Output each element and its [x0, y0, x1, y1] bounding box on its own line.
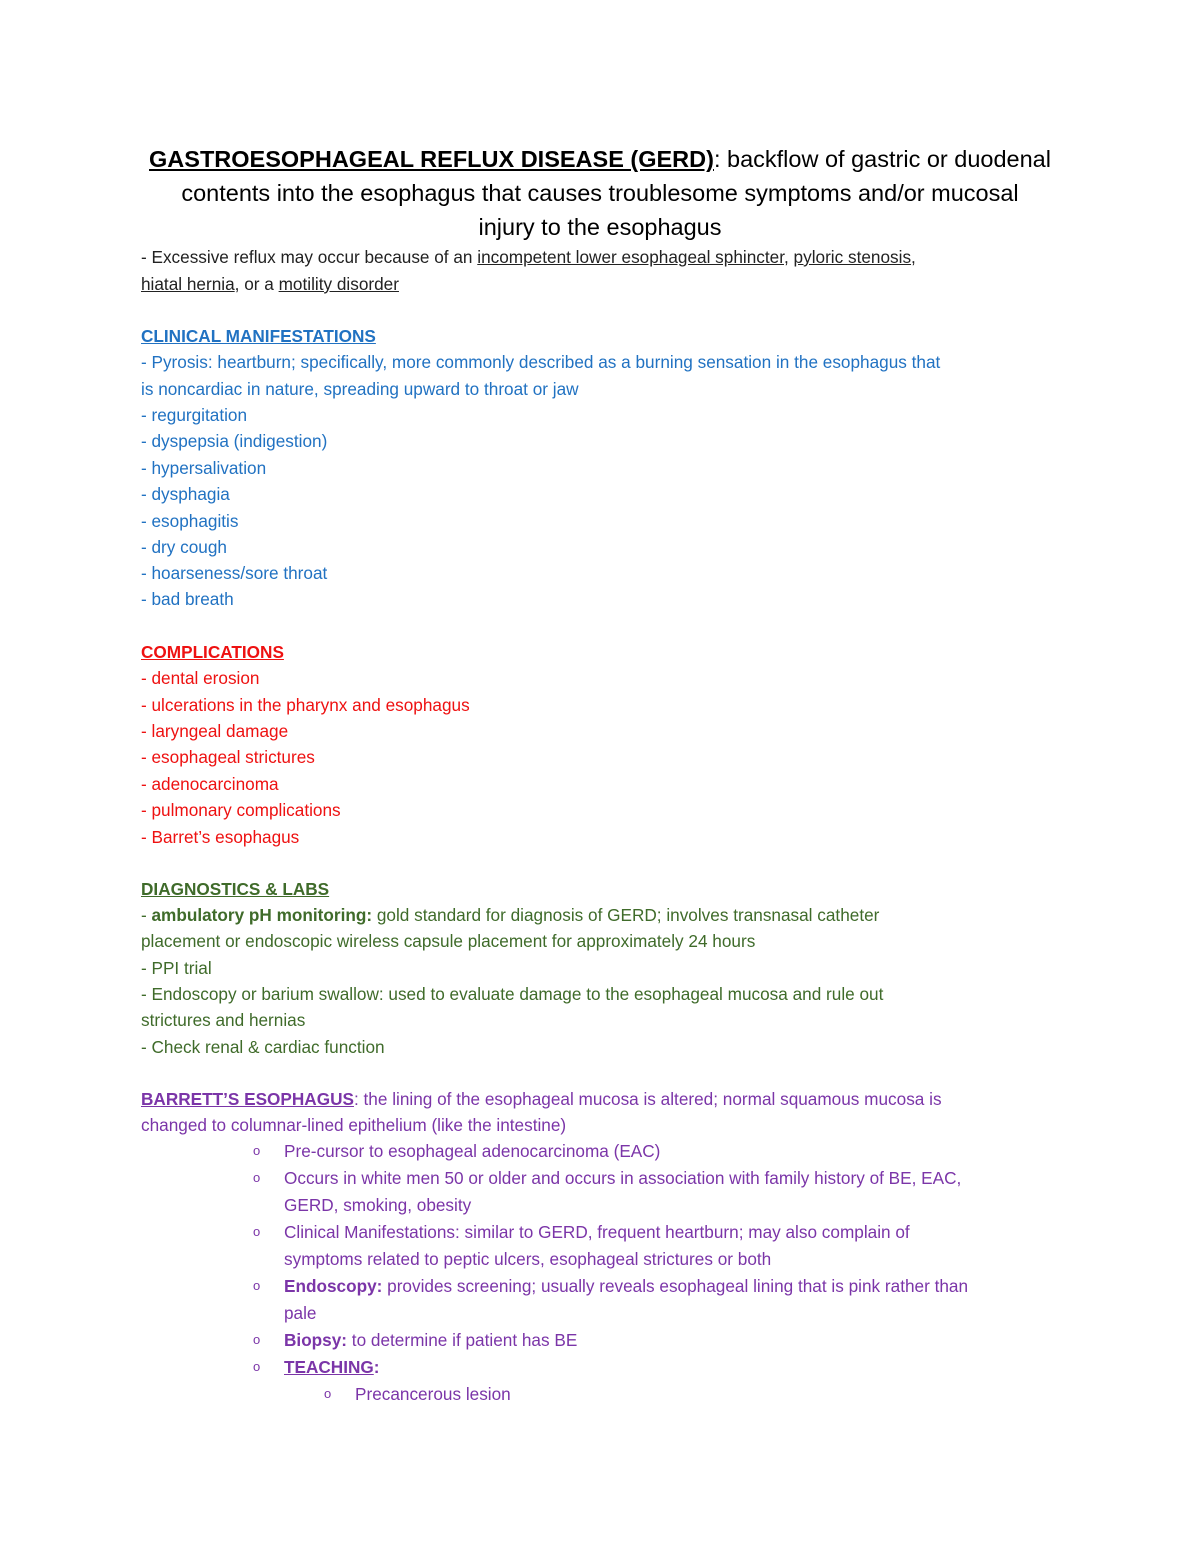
- dash: -: [141, 905, 152, 925]
- diagnostics-heading: DIAGNOSTICS & LABS: [141, 879, 330, 899]
- bullet-o-icon: o: [253, 1278, 261, 1293]
- barretts-colon: :: [353, 1089, 359, 1109]
- intro-pyloric: pyloric stenosis: [793, 247, 912, 267]
- intro-or: , or a: [234, 274, 279, 294]
- biopsy-text: to determine if patient has BE: [347, 1330, 578, 1350]
- barretts-bullet-3-line2: symptoms related to peptic ulcers, esophageal strictures or both: [284, 1249, 772, 1269]
- endoscopy-text: provides screening; usually reveals esophageal lining that is pink rather than: [382, 1276, 969, 1296]
- endoscopy-label: Endoscopy:: [284, 1276, 383, 1296]
- teaching-colon: :: [373, 1357, 380, 1377]
- bullet-o-icon: o: [253, 1332, 261, 1347]
- barretts-bullet-2-line2: GERD, smoking, obesity: [284, 1195, 472, 1215]
- complication-item: - Barret’s esophagus: [141, 827, 300, 847]
- bullet-o-icon: o: [253, 1143, 261, 1158]
- intro-motility: motility disorder: [278, 274, 399, 294]
- title-line1-rest: backflow of gastric or duodenal: [720, 146, 1051, 172]
- clinical-item: - dyspepsia (indigestion): [141, 431, 328, 451]
- bullet-o-icon: o: [253, 1224, 261, 1239]
- diagnostics-ph-line1: [141, 902, 879, 928]
- barretts-bullet-3-line1: Clinical Manifestations: similar to GERD, frequent heartburn; may also complain of: [284, 1222, 910, 1242]
- diagnostics-ph-line2: placement or endoscopic wireless capsule placement for approximately 24 hours: [141, 931, 756, 951]
- diagnostics-ppi: - PPI trial: [141, 958, 212, 978]
- clinical-item: - hoarseness/sore throat: [141, 563, 328, 583]
- title-heading: GASTROESOPHAGEAL REFLUX DISEASE (GERD): [149, 146, 714, 172]
- barretts-bullet-2-line1: Occurs in white men 50 or older and occurs in association with family history of BE, EAC,: [284, 1168, 962, 1188]
- barretts-bullet-5: [284, 1327, 577, 1353]
- clinical-item: - dysphagia: [141, 484, 230, 504]
- barretts-bullet-6: [284, 1354, 380, 1380]
- clinical-item: - dry cough: [141, 537, 227, 557]
- diagnostics-endo-line2: strictures and hernias: [141, 1010, 306, 1030]
- intro-line2: [141, 271, 399, 297]
- clinical-heading: CLINICAL MANIFESTATIONS: [141, 326, 376, 346]
- complication-item: - laryngeal damage: [141, 721, 289, 741]
- intro-comma: ,: [911, 247, 916, 267]
- intro-comma: ,: [783, 247, 794, 267]
- barretts-heading: BARRETT’S ESOPHAGUS: [141, 1089, 354, 1109]
- diagnostics-renal: - Check renal & cardiac function: [141, 1037, 385, 1057]
- intro-prefix: - Excessive reflux may occur because of an: [141, 247, 478, 267]
- clinical-pyrosis-line2: is noncardiac in nature, spreading upward to throat or jaw: [141, 379, 579, 399]
- barretts-text: the lining of the esophageal mucosa is altered; normal squamous mucosa is: [358, 1089, 942, 1109]
- clinical-item: - hypersalivation: [141, 458, 267, 478]
- barretts-line2: changed to columnar-lined epithelium (like the intestine): [141, 1115, 567, 1135]
- title-line2: contents into the esophagus that causes troublesome symptoms and/or mucosal: [181, 180, 1019, 206]
- ph-text: gold standard for diagnosis of GERD; involves transnasal catheter: [372, 905, 880, 925]
- complication-item: - esophageal strictures: [141, 747, 315, 767]
- teaching-label: TEACHING: [284, 1357, 374, 1377]
- bullet-o-icon: o: [324, 1386, 332, 1401]
- ph-label: ambulatory pH monitoring:: [151, 905, 373, 925]
- title-colon: :: [713, 146, 721, 172]
- bullet-o-icon: o: [253, 1359, 261, 1374]
- complication-item: - ulcerations in the pharynx and esophagus: [141, 695, 470, 715]
- intro-line1: [141, 244, 916, 270]
- clinical-item: - regurgitation: [141, 405, 248, 425]
- complication-item: - adenocarcinoma: [141, 774, 279, 794]
- barretts-line1: [141, 1086, 942, 1112]
- barretts-bullet-4-line1: [284, 1273, 968, 1299]
- barretts-bullet-1: Pre-cursor to esophageal adenocarcinoma (EAC): [284, 1141, 661, 1161]
- complication-item: - dental erosion: [141, 668, 260, 688]
- clinical-item: - esophagitis: [141, 511, 239, 531]
- diagnostics-endo-line1: - Endoscopy or barium swallow: used to evaluate damage to the esophageal mucosa and rule out: [141, 984, 884, 1004]
- intro-hiatal: hiatal hernia: [141, 274, 235, 294]
- bullet-o-icon: o: [253, 1170, 261, 1185]
- complication-item: - pulmonary complications: [141, 800, 341, 820]
- page-title: [140, 142, 1060, 244]
- clinical-item: - bad breath: [141, 589, 234, 609]
- complications-heading: COMPLICATIONS: [141, 642, 284, 662]
- pyrosis-text: heartburn; specifically, more commonly described as a burning sensation in the esophagus that: [212, 352, 941, 372]
- teaching-sub-1: Precancerous lesion: [355, 1384, 511, 1404]
- clinical-pyrosis-line1: [141, 349, 940, 375]
- biopsy-label: Biopsy:: [284, 1330, 348, 1350]
- pyrosis-label: - Pyrosis:: [141, 352, 213, 372]
- title-line3: injury to the esophagus: [478, 214, 722, 240]
- barretts-bullet-4-line2: pale: [284, 1303, 317, 1323]
- intro-les: incompetent lower esophageal sphincter: [477, 247, 784, 267]
